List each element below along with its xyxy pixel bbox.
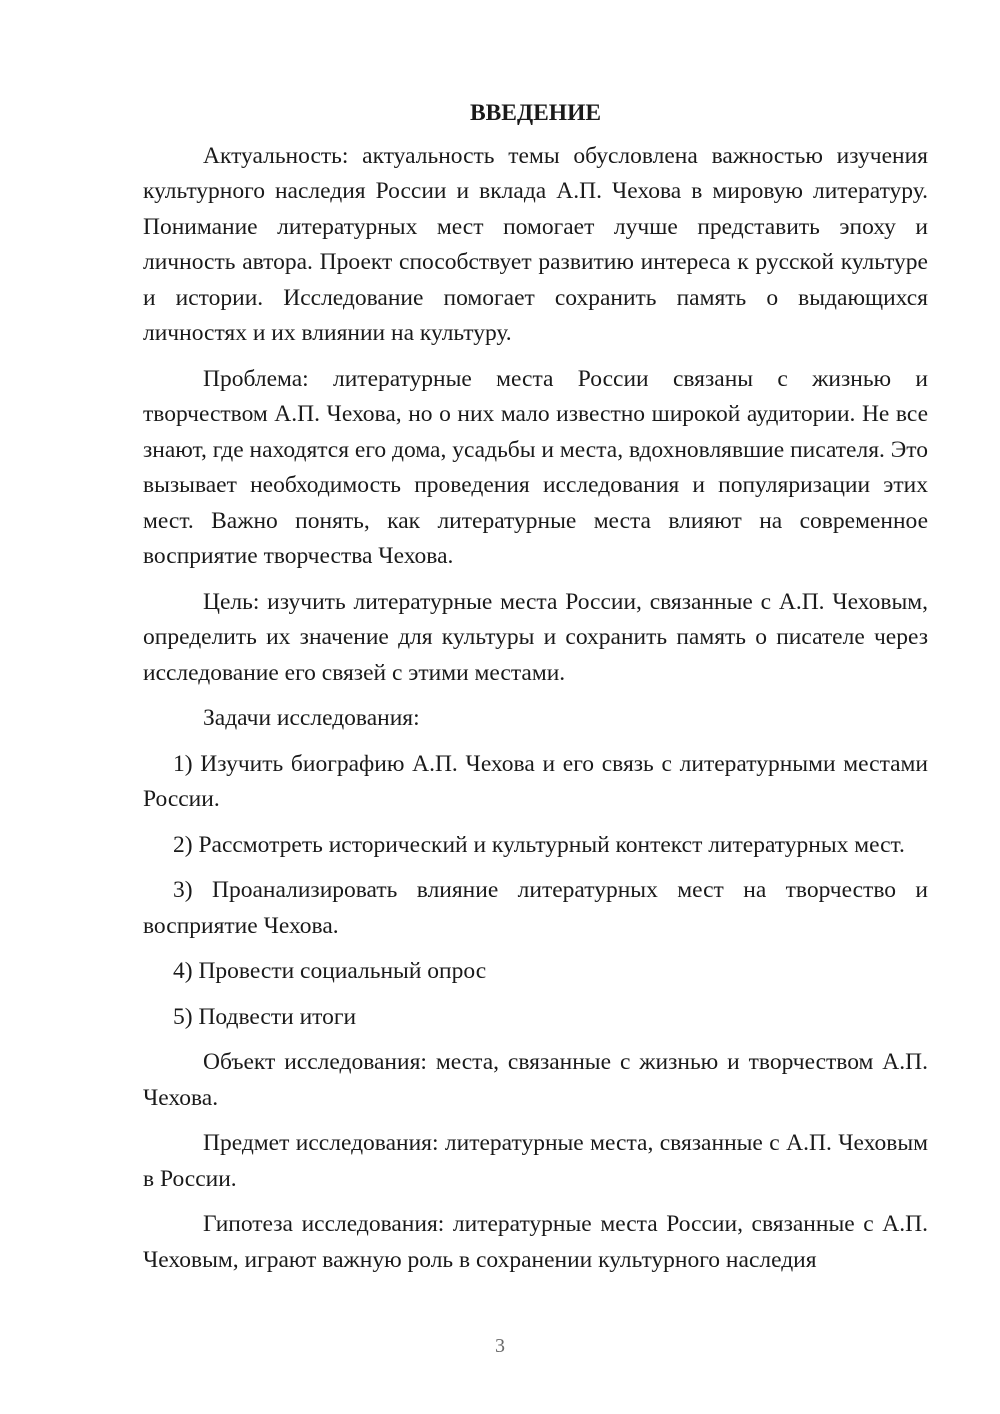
- task-item-1: 1) Изучить биографию А.П. Чехова и его связь с литературными местами России.: [143, 750, 928, 812]
- section-heading: ВВЕДЕНИЕ: [469, 100, 602, 126]
- document-body: [143, 96, 928, 1288]
- task-item-5: 5) Подвести итоги: [173, 1003, 357, 1030]
- relevance-paragraph: Актуальность: актуальность темы обусловлена важностью изучения культурного наследия России и вклада А.П. Чехова в мировую литературу. Понимание литературных мест помогает лучше представить эпоху и личность автора. Проект способствует развитию интереса к русской культуре и истории. Исследование помогает сохранить память о выдающихся личностях и их влиянии на культуру.: [143, 142, 928, 346]
- hypothesis-paragraph: Гипотеза исследования: литературные места России, связанные с А.П. Чеховым, играют важную роль в сохранении культурного наследия: [143, 1211, 928, 1273]
- task-item-2: 2) Рассмотреть исторический и культурный контекст литературных мест.: [173, 831, 905, 858]
- task-item-3: 3) Проанализировать влияние литературных мест на творчество и восприятие Чехова.: [143, 877, 928, 939]
- task-item-4: 4) Провести социальный опрос: [173, 958, 487, 984]
- tasks-label: Задачи исследования:: [203, 705, 420, 731]
- page-number: 3: [495, 1335, 505, 1357]
- object-paragraph: Объект исследования: места, связанные с жизнью и творчеством А.П. Чехова.: [143, 1049, 928, 1111]
- subject-paragraph: Предмет исследования: литературные места, связанные с А.П. Чеховым в России.: [143, 1130, 928, 1192]
- problem-paragraph: Проблема: литературные места России связаны с жизнью и творчеством А.П. Чехова, но о них мало известно широкой аудитории. Не все знают, где находятся его дома, усадьбы и места, вдохновлявшие писателя. Это вызывает необходимость проведения исследования и популяризации этих мест. Важно понять, как литературные места влияют на современное восприятие творчества Чехова.: [143, 365, 928, 569]
- goal-paragraph: Цель: изучить литературные места России, связанные с А.П. Чеховым, определить их значение для культуры и сохранить память о писателе через исследование его связей с этими местами.: [143, 588, 928, 686]
